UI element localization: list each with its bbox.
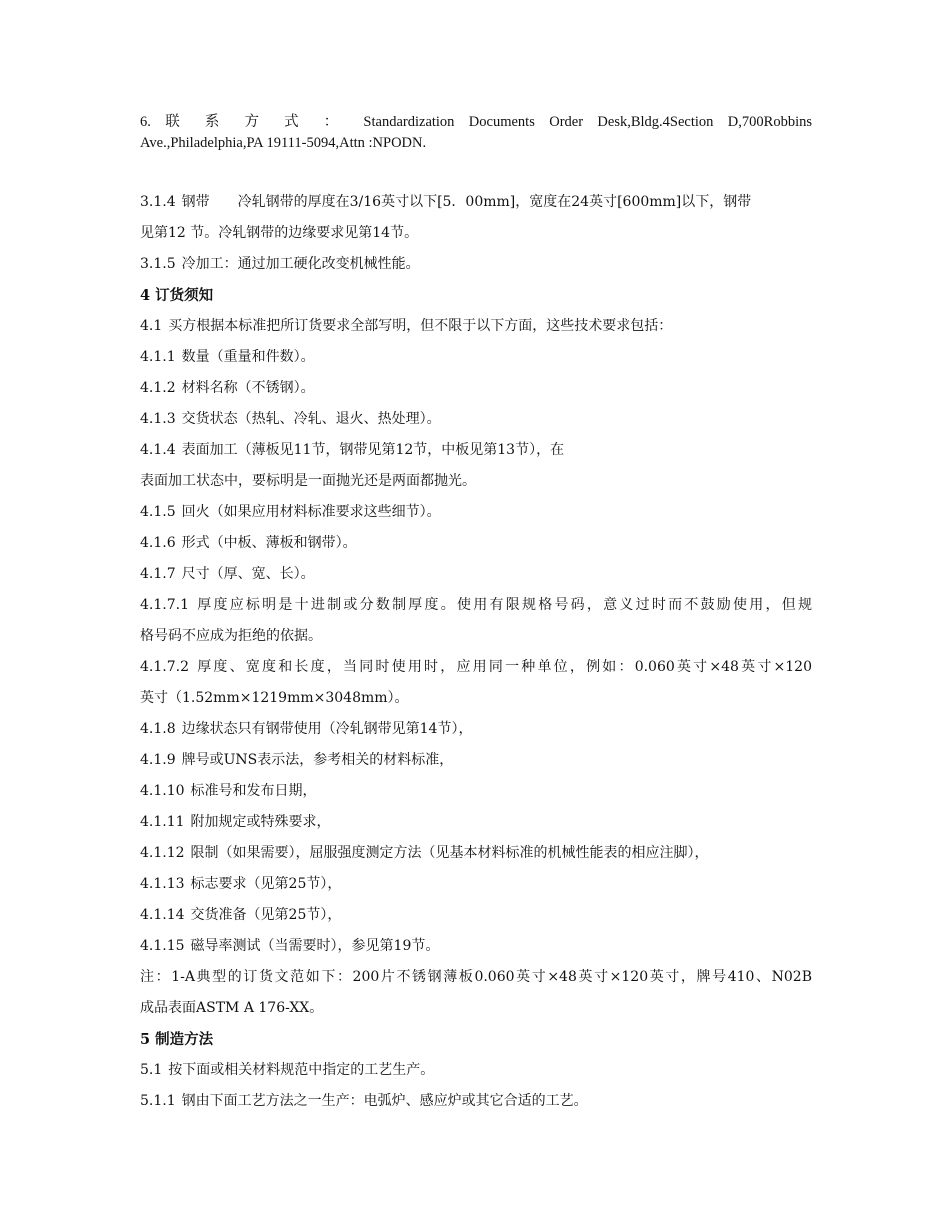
clause-text: 交货准备（见第25节），: [190, 907, 342, 923]
clause-text: 材料名称（不锈钢）。: [181, 380, 315, 396]
clause-text: 磁导率测试（当需要时），参见第19节。: [190, 938, 440, 954]
paragraph-line: [140, 993, 812, 1024]
contact-info: [140, 112, 812, 154]
clause-number: 4.1.11: [140, 814, 185, 830]
clause-number: 4.1.7: [140, 566, 176, 582]
clause-text: 见第12 节。冷轧钢带的边缘要求见第14节。: [140, 225, 419, 241]
clause-number: 3.1.4: [140, 194, 176, 210]
clause-text: 成品表面ASTM A 176-XX。: [140, 1000, 324, 1016]
paragraph-line: [140, 931, 812, 962]
clause-text: 形式（中板、薄板和钢带）。: [181, 535, 357, 551]
clause-text: 注：1-A典型的订货文范如下：200片不锈钢薄板0.060英寸×48英寸×120英寸，牌号410、N02B: [140, 969, 812, 985]
clause-text: 钢由下面工艺方法之一生产：电弧炉、感应炉或其它合适的工艺。: [181, 1093, 588, 1109]
contact-line-2: Ave.,Philadelphia,PA 19111-5094,Attn :NPODN.: [140, 135, 427, 151]
paragraph-line: [140, 559, 812, 590]
paragraph-line: [140, 218, 812, 249]
clause-number: 4.1.3: [140, 411, 176, 427]
clause-text: 厚度应标明是十进制或分数制厚度。使用有限规格号码，意义过时而不鼓励使用，但规: [194, 597, 812, 613]
clause-number: 4.1.10: [140, 783, 185, 799]
clause-number: 4.1.4: [140, 442, 176, 458]
paragraph-line: [140, 900, 812, 931]
clause-text: 按下面或相关材料规范中指定的工艺生产。: [168, 1062, 435, 1078]
clause-text: 格号码不应成为拒绝的依据。: [140, 628, 322, 644]
paragraph-line: [140, 962, 812, 993]
paragraph-line: [140, 869, 812, 900]
clause-number: 4.1.2: [140, 380, 176, 396]
paragraph-line: [140, 807, 812, 838]
paragraph-line: [140, 1055, 812, 1086]
clause-text: 边缘状态只有钢带使用（冷轧钢带见第14节），: [181, 721, 473, 737]
clause-text: 牌号或UNS表示法，参考相关的材料标准，: [181, 752, 454, 768]
clause-text: 回火（如果应用材料标准要求这些细节）。: [181, 504, 441, 520]
paragraph-line: [140, 621, 812, 652]
clause-number: 4.1.1: [140, 349, 176, 365]
clause-number: 4.1.8: [140, 721, 176, 737]
paragraph-line: [140, 249, 812, 280]
paragraph-line: [140, 528, 812, 559]
paragraph-line: [140, 745, 812, 776]
paragraph-line: [140, 714, 812, 745]
clause-text: 冷轧钢带的厚度在3/16英寸以下[5．00mm]，宽度在24英寸[600mm]以下，钢带: [237, 194, 752, 210]
clause-text: 标志要求（见第25节），: [190, 876, 342, 892]
contact-line-1: 6. 联 系 方 式 ： Standardization Documents Order Desk,Bldg.4Section D,700Robbins: [140, 114, 812, 130]
paragraph-line: [140, 652, 812, 683]
paragraph-line: [140, 683, 812, 714]
clause-number: 4.1.12: [140, 845, 185, 861]
paragraph-line: [140, 497, 812, 528]
clause-text: 英寸（1.52mm×1219mm×3048mm）。: [140, 690, 409, 706]
clause-text: 限制（如果需要），屈服强度测定方法（见基本材料标准的机械性能表的相应注脚），: [190, 845, 709, 861]
clause-number: 4.1.13: [140, 876, 185, 892]
clause-number: 4.1.14: [140, 907, 185, 923]
paragraph-line: [140, 776, 812, 807]
clause-number: 4.1.6: [140, 535, 176, 551]
clause-text: 附加规定或特殊要求，: [190, 814, 331, 830]
paragraph-line: [140, 838, 812, 869]
clause-number: 5.1: [140, 1062, 163, 1078]
clause-text: 标准号和发布日期，: [190, 783, 317, 799]
paragraph-line: [140, 466, 812, 497]
clause-number: 4.1: [140, 318, 163, 334]
clause-number: 5.1.1: [140, 1093, 176, 1109]
clause-number: 4.1.9: [140, 752, 176, 768]
clause-text: 表面加工状态中，要标明是一面抛光还是两面都抛光。: [140, 473, 476, 489]
paragraph-line: [140, 373, 812, 404]
paragraph-line: [140, 311, 812, 342]
document-body: [140, 187, 812, 1117]
clause-text: 买方根据本标准把所订货要求全部写明，但不限于以下方面，这些技术要求包括：: [168, 318, 673, 334]
clause-text: 数量（重量和件数）。: [181, 349, 315, 365]
paragraph-line: [140, 342, 812, 373]
clause-number: 3.1.5: [140, 256, 176, 272]
clause-text: 厚度、宽度和长度，当同时使用时，应用同一种单位，例如：0.060英寸×48英寸×120: [194, 659, 812, 675]
paragraph-line: [140, 1086, 812, 1117]
clause-title: 钢带: [181, 194, 210, 210]
section-heading: 4 订货须知: [140, 287, 214, 304]
paragraph-line: [140, 590, 812, 621]
clause-number: 4.1.7.2: [140, 659, 189, 675]
clause-text: 冷加工：通过加工硬化改变机械性能。: [181, 256, 420, 272]
clause-number: 4.1.15: [140, 938, 185, 954]
clause-text: 交货状态（热轧、冷轧、退火、热处理）。: [181, 411, 441, 427]
clause-number: 4.1.5: [140, 504, 176, 520]
section-heading: 5 制造方法: [140, 1031, 214, 1048]
paragraph-line: [140, 187, 812, 218]
clause-text: 表面加工（薄板见11节，钢带见第12节，中板见第13节），在: [181, 442, 565, 458]
clause-text: 尺寸（厚、宽、长）。: [181, 566, 315, 582]
paragraph-line: [140, 404, 812, 435]
paragraph-line: [140, 435, 812, 466]
clause-number: 4.1.7.1: [140, 597, 189, 613]
